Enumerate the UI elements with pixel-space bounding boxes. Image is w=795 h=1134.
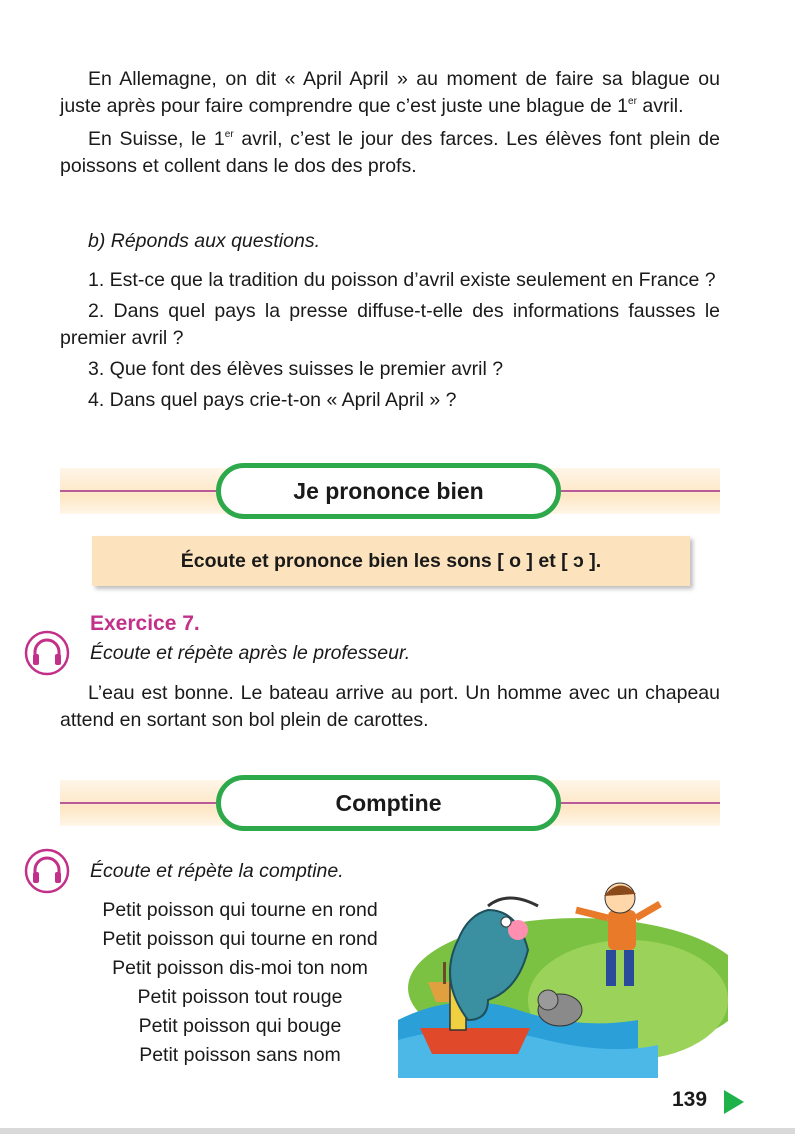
intro-paragraph-2-text: En Suisse, le 1 [88, 128, 225, 150]
exercise-title: Exercice 7. [90, 612, 200, 635]
poem-line: Petit poisson qui bouge [138, 1015, 342, 1037]
page-bottom-edge [0, 1128, 795, 1134]
fish-boy-illustration [398, 870, 728, 1078]
intro-paragraph-2-end: avril, c’est le jour des farces. Les élèves font plein de poissons et collent dans le dos des profs. [60, 128, 720, 177]
intro-paragraph-2 [60, 126, 720, 180]
poem-line: Petit poisson qui tourne en rond [102, 928, 378, 950]
headphones-icon[interactable] [24, 630, 70, 676]
intro-paragraph-1 [60, 66, 720, 120]
intro-paragraph-1-end: avril. [636, 95, 684, 117]
question-item: 1. Est-ce que la tradition du poisson d’avril existe seulement en France ? [88, 269, 716, 291]
poem-line: Petit poisson tout rouge [137, 986, 343, 1008]
exercise-text: L’eau est bonne. Le bateau arrive au port. Un homme avec un chapeau attend en sortant son bol plein de carottes. [60, 682, 720, 731]
intro-paragraph-1-text: En Allemagne, on dit « April April » au moment de faire sa blague ou juste après pour faire comprendre que c’est juste une blague de 1 [60, 68, 720, 117]
question-item: 4. Dans quel pays crie-t-on « April April » ? [88, 389, 457, 411]
comptine-instruction: Écoute et répète la comptine. [90, 860, 344, 882]
ordinal-superscript: er [628, 96, 637, 107]
exercise-instruction: Écoute et répète après le professeur. [90, 642, 411, 664]
next-page-arrow-icon[interactable] [724, 1090, 744, 1114]
page-number: 139 [672, 1088, 708, 1111]
question-item: 3. Que font des élèves suisses le premier avril ? [88, 358, 504, 380]
section-title: Comptine [335, 789, 442, 816]
questions-block [60, 228, 720, 414]
comptine-poem [55, 896, 425, 1070]
ordinal-superscript: er [224, 129, 234, 140]
pronunciation-instruction: Écoute et prononce bien les sons [ o ] et [ ɔ ]. [180, 549, 602, 572]
poem-line: Petit poisson dis-moi ton nom [112, 957, 368, 979]
section-title: Je prononce bien [293, 477, 484, 504]
poem-line: Petit poisson sans nom [139, 1044, 341, 1066]
questions-heading: b) Réponds aux questions. [88, 230, 320, 252]
section-title-pill [216, 775, 561, 831]
headphones-icon[interactable] [24, 848, 70, 894]
pronunciation-instruction-box [92, 536, 690, 586]
section-title-pill [216, 463, 561, 519]
question-item: 2. Dans quel pays la presse diffuse-t-elle des informations fausses le premier avril ? [60, 300, 720, 349]
poem-line: Petit poisson qui tourne en rond [102, 899, 378, 921]
intro-block [60, 66, 720, 180]
